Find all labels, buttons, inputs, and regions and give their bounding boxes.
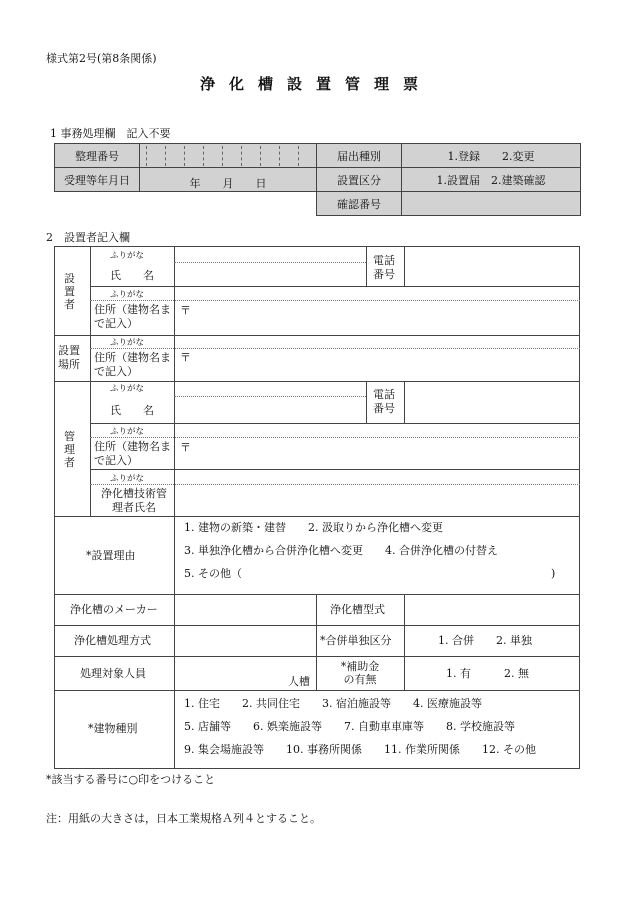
reason-close-paren: ) bbox=[551, 567, 556, 580]
reason-label: *設置理由 bbox=[86, 549, 136, 562]
furigana-label: ふりがな bbox=[110, 427, 145, 437]
kanrisha-address-field[interactable] bbox=[192, 439, 578, 468]
footer-note-2: 注：用紙の大きさは，日本工業規格Ａ列４とすること。 bbox=[46, 812, 321, 825]
kanrisha-phone-field[interactable] bbox=[406, 383, 578, 421]
seiri-bango-field[interactable] bbox=[140, 144, 317, 168]
denwa-label: 電話番号 bbox=[373, 388, 395, 415]
jusho-label: 住所（建物名まで記入） bbox=[94, 303, 171, 330]
method-field[interactable] bbox=[176, 627, 315, 655]
jusho-label: 住所（建物名まで記入） bbox=[94, 351, 171, 378]
page-title: 浄化槽設置管理票 bbox=[200, 75, 433, 93]
maker-label: 浄化槽のメーカー bbox=[70, 603, 158, 616]
seiri-bango-label: 整理番号 bbox=[55, 144, 140, 168]
footer-note-1: *該当する番号に○印をつけること bbox=[46, 773, 216, 786]
postal-mark: 〒 bbox=[180, 441, 191, 454]
subsidy-options[interactable]: 1. 有 2. 無 bbox=[446, 667, 529, 680]
kanrisha-name-field[interactable] bbox=[176, 398, 364, 422]
maker-field[interactable] bbox=[176, 596, 315, 624]
furigana-label: ふりがな bbox=[110, 338, 145, 348]
reason-option-1[interactable]: 1. 建物の新築・建替 2. 汲取りから浄化槽へ変更 bbox=[184, 521, 443, 534]
building-row-2[interactable]: 5. 店舗等 6. 娯楽施設等 7. 自動車車庫等 8. 学校施設等 bbox=[184, 720, 515, 733]
section2-heading: 2 設置者記入欄 bbox=[46, 231, 130, 244]
persons-unit: 人槽 bbox=[288, 675, 310, 688]
gijutsu-name-field[interactable] bbox=[176, 486, 578, 515]
setchi-kubun-label: 設置区分 bbox=[317, 168, 402, 192]
persons-label: 処理対象人員 bbox=[80, 667, 146, 680]
todoke-shubetsu-label: 届出種別 bbox=[317, 144, 402, 168]
furigana-label: ふりがな bbox=[110, 290, 145, 300]
setchisha-name-field[interactable] bbox=[176, 264, 364, 284]
setchisha-phone-field[interactable] bbox=[406, 248, 578, 284]
setchi-basho-label: 設置場所 bbox=[58, 344, 80, 371]
gappei-label: *合併単独区分 bbox=[320, 634, 392, 647]
shimei-label: 氏 名 bbox=[110, 404, 154, 417]
office-use-table bbox=[54, 143, 581, 216]
kakunin-bango-field[interactable] bbox=[402, 192, 581, 216]
setchi-options[interactable]: 1.設置届 2.建築確認 bbox=[402, 168, 581, 192]
building-label: *建物種別 bbox=[88, 722, 138, 735]
kakunin-bango-label: 確認番号 bbox=[317, 192, 402, 216]
model-label: 浄化槽型式 bbox=[330, 603, 385, 616]
furigana-label: ふりがな bbox=[110, 474, 145, 484]
section1-heading: 1 事務処理欄 記入不要 bbox=[50, 127, 171, 140]
setchi-basho-address-field[interactable] bbox=[192, 350, 578, 380]
gappei-options[interactable]: 1. 合併 2. 単独 bbox=[438, 634, 532, 647]
building-row-3[interactable]: 9. 集会場施設等 10. 事務所関係 11. 作業所関係 12. その他 bbox=[184, 743, 536, 756]
building-row-1[interactable]: 1. 住宅 2. 共同住宅 3. 宿泊施設等 4. 医療施設等 bbox=[184, 697, 482, 710]
model-field[interactable] bbox=[406, 596, 578, 624]
form-number: 様式第2号(第8条関係) bbox=[46, 52, 157, 65]
gijutsu-label: 浄化槽技術管理者氏名 bbox=[101, 487, 167, 514]
setchisha-label: 設置者 bbox=[64, 272, 75, 311]
jusho-label: 住所（建物名まで記入） bbox=[94, 440, 171, 467]
setchisha-address-field[interactable] bbox=[192, 302, 578, 334]
shimei-label: 氏 名 bbox=[110, 269, 154, 282]
kanrisha-label: 管理者 bbox=[64, 430, 75, 469]
reason-option-2[interactable]: 3. 単独浄化槽から合併浄化槽へ変更 4. 合併浄化槽の付替え bbox=[184, 544, 498, 557]
subsidy-label: *補助金の有無 bbox=[340, 660, 380, 686]
reason-option-3[interactable]: 5. その他（ bbox=[184, 567, 242, 580]
denwa-label: 電話番号 bbox=[373, 254, 395, 281]
postal-mark: 〒 bbox=[180, 304, 191, 317]
postal-mark: 〒 bbox=[180, 351, 191, 364]
juri-date-field[interactable]: 年 月 日 bbox=[140, 168, 317, 192]
todoke-options[interactable]: 1.登録 2.変更 bbox=[402, 144, 581, 168]
persons-field[interactable] bbox=[176, 658, 286, 688]
juri-date-label: 受理等年月日 bbox=[55, 168, 140, 192]
furigana-label: ふりがな bbox=[110, 251, 145, 261]
furigana-label: ふりがな bbox=[110, 384, 145, 394]
method-label: 浄化槽処理方式 bbox=[74, 634, 151, 647]
